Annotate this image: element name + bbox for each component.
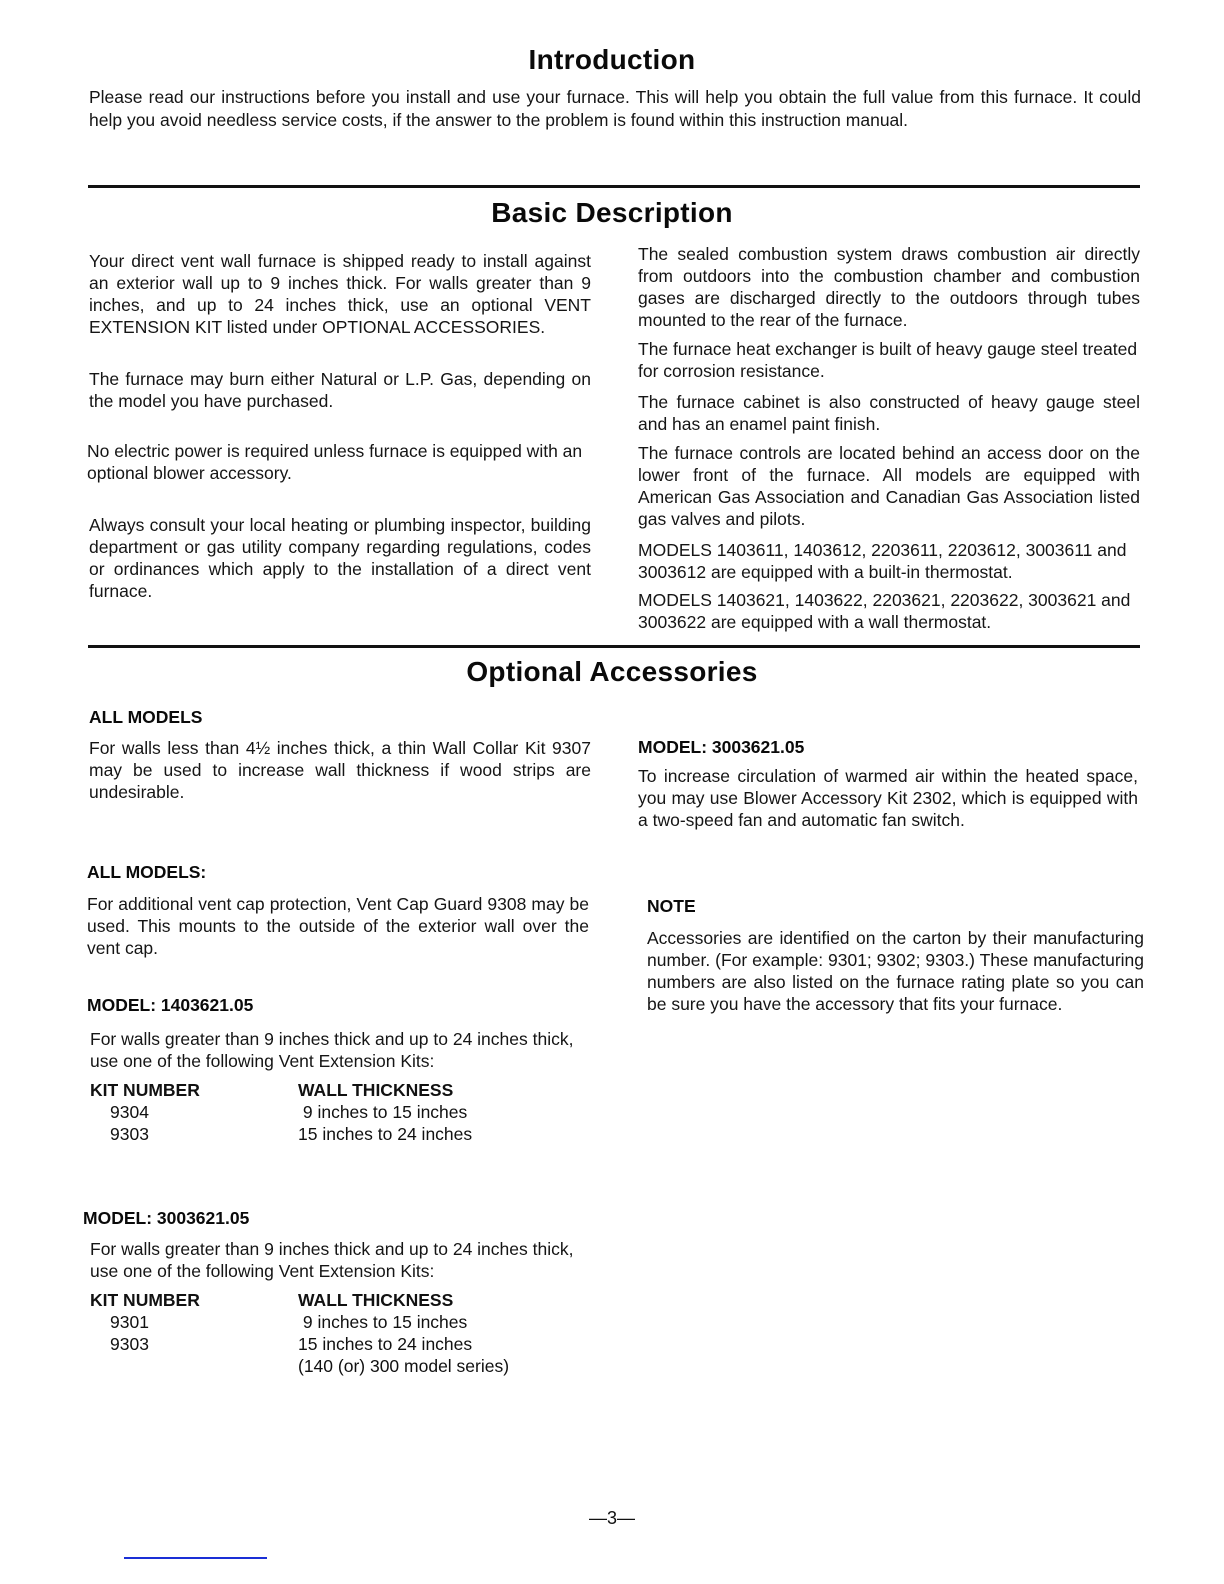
- wall-thickness-header: WALL THICKNESS: [298, 1080, 454, 1100]
- model-1403621-body: For walls greater than 9 inches thick and up to 24 inches thick, use one of the following Vent Extension Kits:: [90, 1029, 574, 1071]
- decorative-line: [124, 1557, 267, 1559]
- paragraph: The furnace heat exchanger is built of heavy gauge steel treated for corrosion resistance.: [638, 339, 1138, 381]
- table-row: [90, 1355, 509, 1377]
- wall-thickness-note: (140 (or) 300 model series): [298, 1356, 510, 1376]
- kit-table-header: [90, 1289, 509, 1311]
- model-3003621-body: For walls greater than 9 inches thick and up to 24 inches thick, use one of the following Vent Extension Kits:: [90, 1239, 574, 1281]
- introduction-body: Please read our instructions before you install and use your furnace. This will help you obtain the full value from this furnace. It could help you avoid needless service costs, if the answer to the problem is found within this instruction manual.: [89, 87, 1141, 130]
- paragraph: Your direct vent wall furnace is shipped ready to install against an exterior wall up to 9 inches thick. For walls greater than 9 inches, and up to 24 inches thick, use an optional VENT EXTENSION KIT listed under OPTIONAL ACCESSORIES.: [89, 251, 591, 337]
- model-3003621-blower-heading: MODEL: 3003621.05: [638, 737, 805, 757]
- paragraph: No electric power is required unless furnace is equipped with an optional blower accessory.: [87, 441, 583, 483]
- model-1403621-heading: MODEL: 1403621.05: [87, 995, 254, 1015]
- kit-number-header: KIT NUMBER: [90, 1080, 200, 1100]
- paragraph: MODELS 1403621, 1403622, 2203621, 2203622, 3003621 and 3003622 are equipped with a wall thermostat.: [638, 590, 1131, 632]
- paragraph: The furnace cabinet is also constructed of heavy gauge steel and has an enamel paint finish.: [638, 392, 1140, 434]
- all-models-heading-2: ALL MODELS:: [87, 862, 207, 882]
- wall-thickness: 15 inches to 24 inches: [298, 1124, 473, 1144]
- introduction-title: Introduction: [528, 44, 696, 75]
- basic-description-title: Basic Description: [491, 197, 733, 228]
- kit-table-header: [90, 1079, 472, 1101]
- table-row: [90, 1101, 472, 1123]
- all-models-heading: ALL MODELS: [89, 707, 203, 727]
- optional-accessories-title: Optional Accessories: [466, 656, 758, 687]
- kit-table-1403621: [90, 1079, 472, 1145]
- wall-thickness: 15 inches to 24 inches: [298, 1334, 473, 1354]
- note-body: Accessories are identified on the carton by their manufacturing number. (For example: 9301; 9302; 9303.) These manufacturing numbers are also listed on the furnace rating plate so you can be sure you have the accessory that fits your furnace.: [647, 928, 1144, 1014]
- wall-thickness: 9 inches to 15 inches: [298, 1312, 468, 1332]
- note-heading: NOTE: [647, 896, 696, 916]
- table-row: [90, 1123, 472, 1145]
- paragraph: The sealed combustion system draws combustion air directly from outdoors into the combustion chamber and combustion gases are discharged directly to the outdoors through tubes mounted to the rear of the furnace.: [638, 244, 1140, 330]
- paragraph: The furnace may burn either Natural or L.P. Gas, depending on the model you have purchased.: [89, 369, 591, 411]
- all-models-body: For walls less than 4½ inches thick, a thin Wall Collar Kit 9307 may be used to increase wall thickness if wood strips are undesirable.: [89, 738, 591, 802]
- kit-number: [90, 1355, 298, 1377]
- wall-thickness: 9 inches to 15 inches: [298, 1102, 468, 1122]
- section-divider: [88, 645, 1140, 648]
- paragraph: MODELS 1403611, 1403612, 2203611, 2203612, 3003611 and 3003612 are equipped with a built-in thermostat.: [638, 540, 1127, 582]
- model-3003621-blower-body: To increase circulation of warmed air within the heated space, you may use Blower Accessory Kit 2302, which is equipped with a two-speed fan and automatic fan switch.: [638, 766, 1138, 830]
- kit-number: 9303: [110, 1334, 149, 1354]
- wall-thickness-header: WALL THICKNESS: [298, 1290, 454, 1310]
- section-divider: [88, 185, 1140, 188]
- table-row: [90, 1311, 509, 1333]
- kit-number: 9303: [110, 1124, 149, 1144]
- kit-number: 9304: [110, 1102, 149, 1122]
- table-row: [90, 1333, 509, 1355]
- page-number: —3—: [588, 1508, 635, 1528]
- paragraph: The furnace controls are located behind an access door on the lower front of the furnace. All models are equipped with American Gas Association and Canadian Gas Association listed gas valves and pilots.: [638, 443, 1140, 529]
- all-models-body-2: For additional vent cap protection, Vent Cap Guard 9308 may be used. This mounts to the outside of the exterior wall over the vent cap.: [87, 894, 589, 958]
- model-3003621-heading: MODEL: 3003621.05: [83, 1208, 250, 1228]
- kit-number: 9301: [110, 1312, 149, 1332]
- kit-table-3003621: [90, 1289, 509, 1377]
- paragraph: Always consult your local heating or plumbing inspector, building department or gas utility company regarding regulations, codes or ordinances which apply to the installation of a direct vent furnace.: [89, 515, 591, 601]
- kit-number-header: KIT NUMBER: [90, 1290, 200, 1310]
